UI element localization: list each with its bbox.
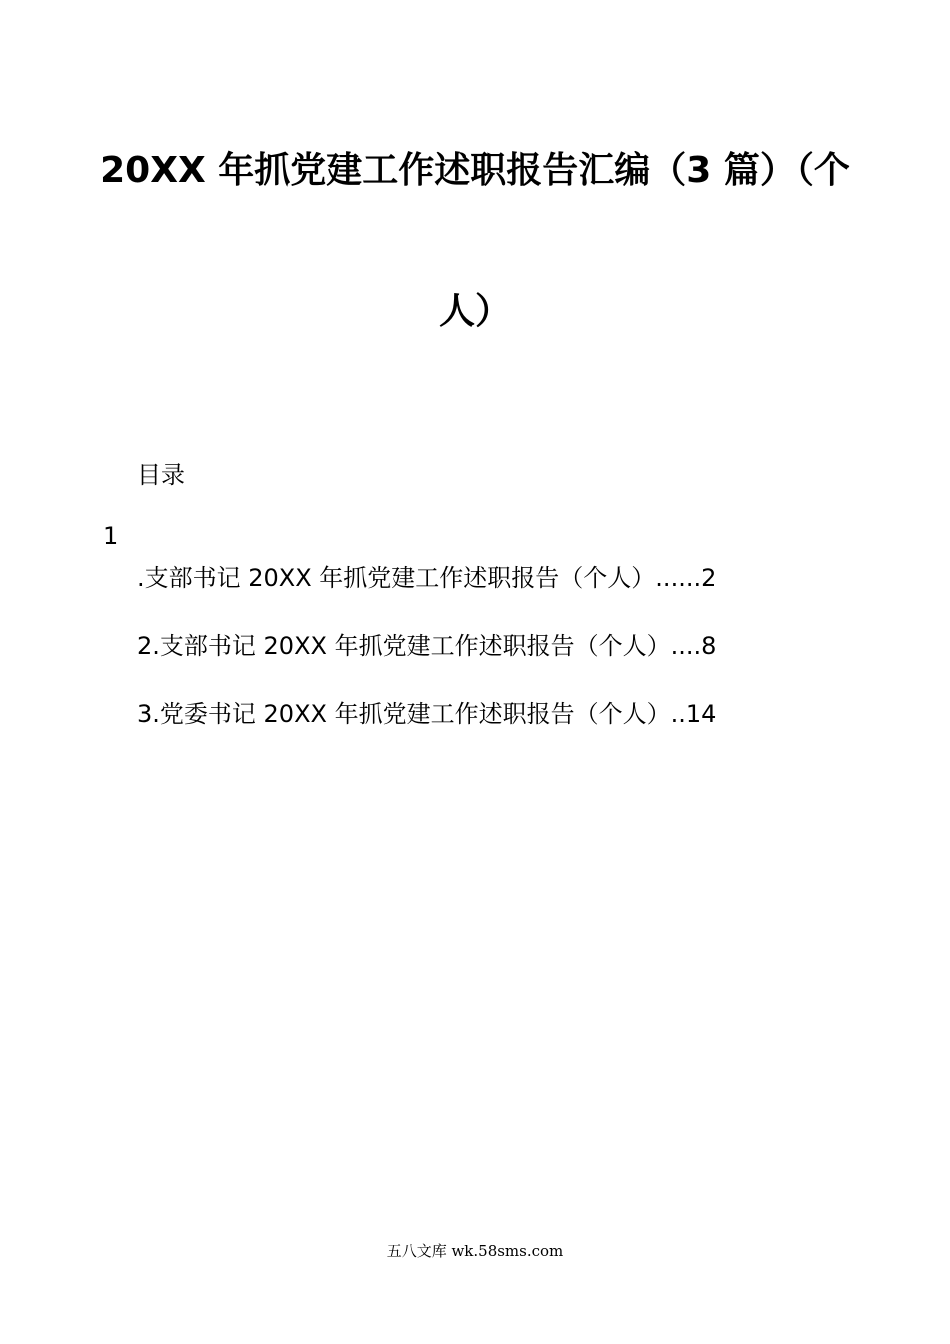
toc-item-1-number: 1 xyxy=(103,522,119,550)
toc-heading: 目录 xyxy=(137,461,185,489)
toc-item-2[interactable]: 2.支部书记 20XX 年抓党建工作述职报告（个人）....8 xyxy=(137,632,717,660)
document-title-line-2: 人） xyxy=(438,291,511,332)
toc-item-3[interactable]: 3.党委书记 20XX 年抓党建工作述职报告（个人）..14 xyxy=(137,700,717,728)
document-title-line-1: 20XX 年抓党建工作述职报告汇编（3 篇）（个 xyxy=(100,150,850,191)
footer-watermark: 五八文库 wk.58sms.com xyxy=(386,1242,564,1260)
toc-item-1[interactable]: .支部书记 20XX 年抓党建工作述职报告（个人）......2 xyxy=(137,564,717,592)
